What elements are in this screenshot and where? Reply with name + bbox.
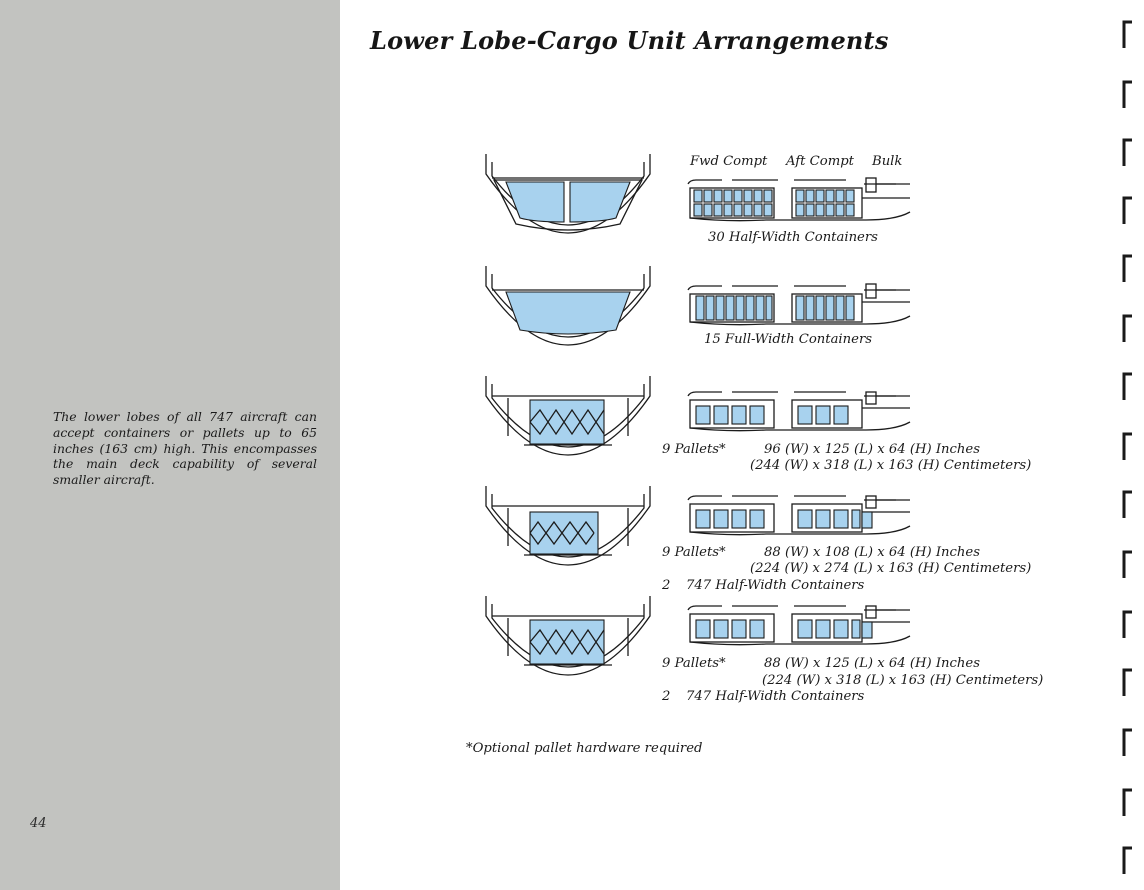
arrangement-5-dims-cm: (224 (W) x 318 (L) x 163 (H) Centimeters)	[762, 673, 1044, 688]
left-gray-panel	[0, 0, 340, 890]
pallet-load	[530, 512, 598, 554]
cross-section-2	[484, 264, 652, 360]
arrangement-3-label: 9 Pallets*	[662, 442, 726, 457]
caption-arrangement-1: 30 Half-Width Containers	[708, 230, 878, 245]
arrangement-5-container-text: 747 Half-Width Containers	[686, 689, 865, 704]
side-view-1	[686, 176, 912, 228]
side-view-5	[686, 604, 912, 650]
arrangement-4-container-count: 2	[662, 578, 671, 593]
arrangement-3-dims-inches: 96 (W) x 125 (L) x 64 (H) Inches	[764, 442, 980, 457]
cross-section-3	[484, 374, 652, 470]
pallet-load	[530, 620, 604, 664]
footnote: *Optional pallet hardware required	[466, 741, 703, 756]
half-width-container-left	[506, 182, 564, 222]
half-width-container-right	[570, 182, 630, 222]
arrangement-4-label: 9 Pallets*	[662, 545, 726, 560]
side-view-2	[686, 282, 912, 330]
header-bulk: Bulk	[872, 154, 903, 169]
arrangement-4-dims-cm: (224 (W) x 274 (L) x 163 (H) Centimeters)	[750, 561, 1032, 576]
header-aft-compt: Aft Compt	[786, 154, 854, 169]
pallet-load	[530, 400, 604, 444]
spiral-binding	[1118, 0, 1144, 890]
cross-section-4	[484, 484, 652, 580]
cross-section-5	[484, 594, 652, 690]
sidebar-description: The lower lobes of all 747 aircraft can accept containers or pallets up to 65 inches (163 cm) high. This encompasses the main deck capability of several smaller aircraft.	[53, 409, 317, 487]
page-title: Lower Lobe-Cargo Unit Arrangements	[370, 26, 889, 55]
side-view-4	[686, 494, 912, 540]
side-view-3	[686, 390, 912, 436]
arrangement-5-label: 9 Pallets*	[662, 656, 726, 671]
arrangement-4-dims-inches: 88 (W) x 108 (L) x 64 (H) Inches	[764, 545, 980, 560]
arrangement-3-dims-cm: (244 (W) x 318 (L) x 163 (H) Centimeters)	[750, 458, 1032, 473]
cross-section-1	[484, 152, 652, 248]
page-number: 44	[30, 816, 47, 831]
header-fwd-compt: Fwd Compt	[690, 154, 768, 169]
arrangement-5-dims-inches: 88 (W) x 125 (L) x 64 (H) Inches	[764, 656, 980, 671]
full-width-container	[506, 292, 630, 334]
arrangement-5-container-count: 2	[662, 689, 671, 704]
arrangement-4-container-text: 747 Half-Width Containers	[686, 578, 865, 593]
caption-arrangement-2: 15 Full-Width Containers	[704, 332, 873, 347]
